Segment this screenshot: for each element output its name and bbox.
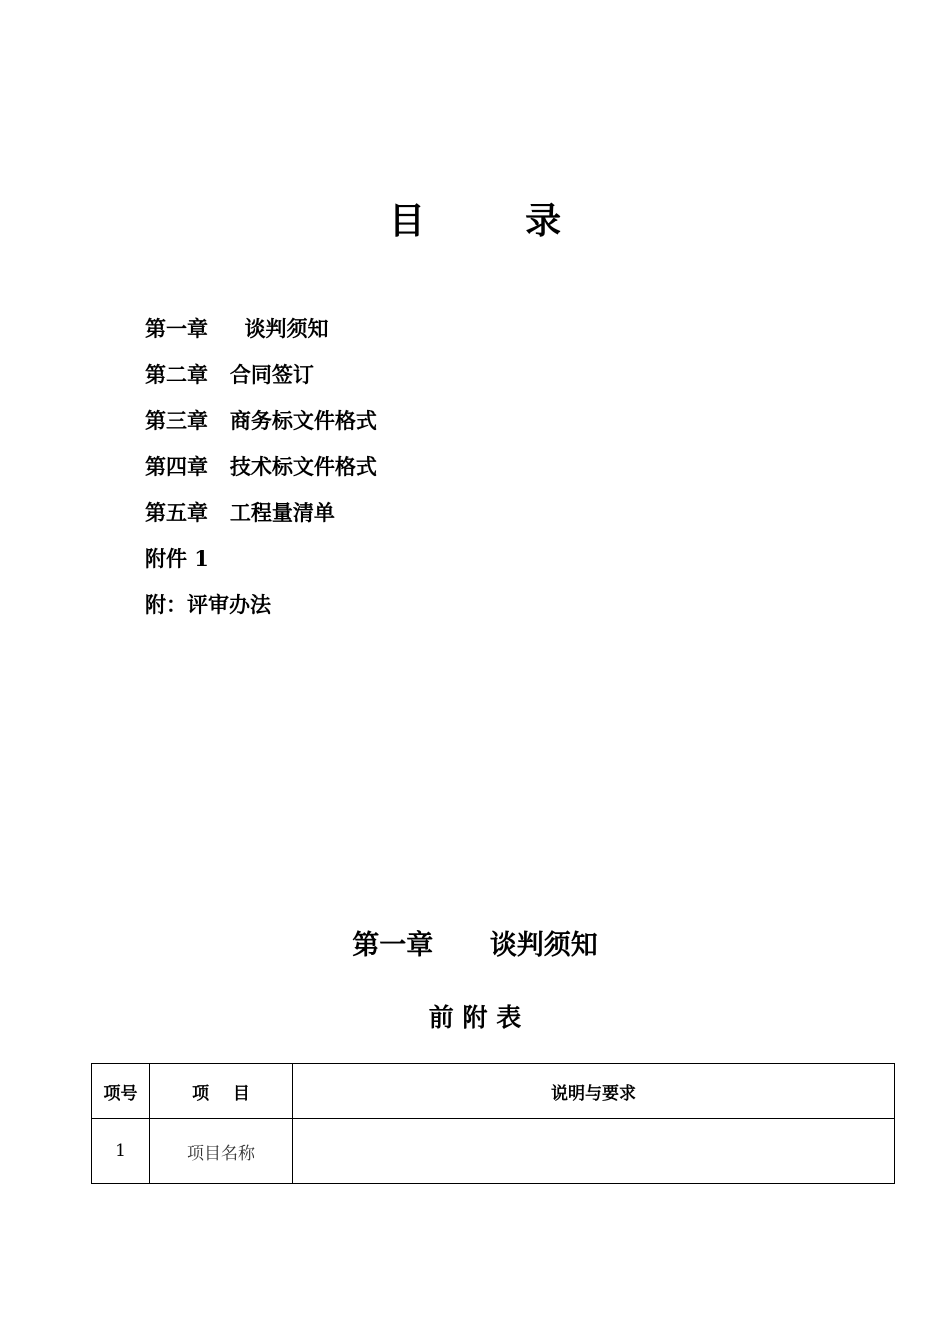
front-table-title: 前 附 表 (428, 1003, 522, 1032)
table-row (92, 1119, 895, 1184)
header-description: 说明与要求 (293, 1064, 895, 1119)
toc-item-chapter-4: 第四章 技术标文件格式 (145, 454, 377, 479)
toc-item-attachment-1: 附件 1 (145, 546, 209, 571)
cell-item-no: 1 (92, 1119, 150, 1184)
toc-title: 目 录 (388, 200, 562, 242)
front-table (91, 1063, 895, 1184)
header-item: 项 目 (150, 1064, 293, 1119)
toc-list (145, 306, 377, 628)
table-header-row (92, 1064, 895, 1119)
toc-item-chapter-3: 第三章 商务标文件格式 (145, 408, 377, 433)
toc-item-evaluation-method: 附：评审办法 (145, 592, 271, 617)
header-item-no: 项号 (92, 1064, 150, 1119)
toc-item-chapter-2: 第二章 合同签订 (145, 362, 314, 387)
toc-item-chapter-1: 第一章 谈判须知 (145, 316, 329, 341)
cell-item: 项目名称 (150, 1119, 293, 1184)
toc-item-chapter-5: 第五章 工程量清单 (145, 500, 335, 525)
chapter-title: 第一章 谈判须知 (352, 930, 598, 961)
cell-description (293, 1119, 895, 1184)
